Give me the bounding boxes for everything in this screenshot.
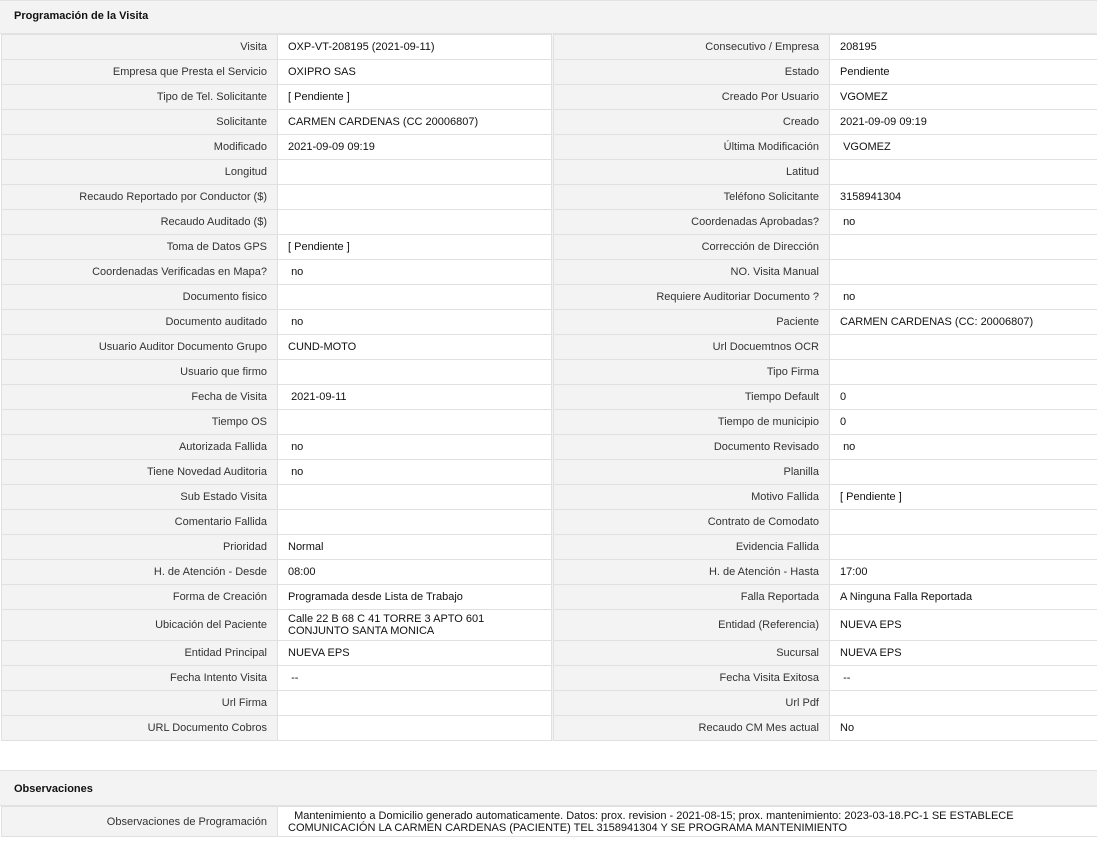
table-row (2, 410, 1097, 435)
field-label: Sub Estado Visita (2, 485, 278, 510)
field-value: NUEVA EPS (830, 641, 1097, 666)
table-row (2, 335, 1097, 360)
field-label: Documento Revisado (554, 435, 830, 460)
section-header-programacion (0, 0, 1097, 34)
field-value: NUEVA EPS (830, 610, 1097, 641)
field-label: Coordenadas Aprobadas? (554, 210, 830, 235)
field-value: -- (830, 666, 1097, 691)
field-value: [ Pendiente ] (830, 485, 1097, 510)
field-label: Tipo Firma (554, 360, 830, 385)
field-label: NO. Visita Manual (554, 260, 830, 285)
field-label: Autorizada Fallida (2, 435, 278, 460)
table-row (2, 460, 1097, 485)
field-label: Creado (554, 110, 830, 135)
field-label: Fecha de Visita (2, 385, 278, 410)
field-value (278, 716, 552, 741)
field-label: Recaudo CM Mes actual (554, 716, 830, 741)
field-value: OXP-VT-208195 (2021-09-11) (278, 35, 552, 60)
field-value: CUND-MOTO (278, 335, 552, 360)
field-label: Tipo de Tel. Solicitante (2, 85, 278, 110)
field-value (278, 510, 552, 535)
field-value: OXIPRO SAS (278, 60, 552, 85)
table-row (2, 310, 1097, 335)
field-label: Corrección de Dirección (554, 235, 830, 260)
field-label: Fecha Intento Visita (2, 666, 278, 691)
field-label: Visita (2, 35, 278, 60)
table-row (2, 160, 1097, 185)
section-title: Programación de la Visita (14, 10, 149, 22)
field-label: Forma de Creación (2, 585, 278, 610)
field-value (278, 210, 552, 235)
field-value: 2021-09-09 09:19 (830, 110, 1097, 135)
field-value: NUEVA EPS (278, 641, 552, 666)
field-label: Url Firma (2, 691, 278, 716)
field-label: Url Docuemtnos OCR (554, 335, 830, 360)
field-value: Mantenimiento a Domicilio generado automaticamente. Datos: prox. revision - 2021-08-15; prox. mantenimiento: 2023-03-18.PC-1 SE ESTABLECE COMUNICACIÓN LA CARMEN CARDENAS (PACIENTE) TEL 3158941304 Y SE PROGRAMA MANTENIMIENTO (278, 807, 1097, 837)
field-value (830, 510, 1097, 535)
section-title: Observaciones (14, 783, 93, 795)
field-value: VGOMEZ (830, 85, 1097, 110)
field-label: Motivo Fallida (554, 485, 830, 510)
field-value: Calle 22 B 68 C 41 TORRE 3 APTO 601 CONJUNTO SANTA MONICA (278, 610, 552, 641)
field-label: Recaudo Auditado ($) (2, 210, 278, 235)
field-label: Tiempo OS (2, 410, 278, 435)
field-value: Normal (278, 535, 552, 560)
field-value: no (830, 210, 1097, 235)
observations-table (1, 806, 1097, 837)
field-value: no (278, 260, 552, 285)
field-label: Contrato de Comodato (554, 510, 830, 535)
field-value: [ Pendiente ] (278, 235, 552, 260)
field-value (830, 360, 1097, 385)
field-label: Longitud (2, 160, 278, 185)
field-label: Usuario Auditor Documento Grupo (2, 335, 278, 360)
table-row (2, 807, 1097, 837)
field-label: Solicitante (2, 110, 278, 135)
table-row (2, 210, 1097, 235)
field-label: Paciente (554, 310, 830, 335)
field-value: 08:00 (278, 560, 552, 585)
section-header-observaciones (0, 770, 1097, 806)
field-value (830, 535, 1097, 560)
table-row (2, 35, 1097, 60)
field-label: Documento auditado (2, 310, 278, 335)
field-value: Programada desde Lista de Trabajo (278, 585, 552, 610)
field-value (278, 285, 552, 310)
field-value (278, 410, 552, 435)
field-label: Prioridad (2, 535, 278, 560)
field-label: Evidencia Fallida (554, 535, 830, 560)
field-label: H. de Atención - Desde (2, 560, 278, 585)
table-row (2, 510, 1097, 535)
table-row (2, 716, 1097, 741)
table-row (2, 135, 1097, 160)
field-value (830, 460, 1097, 485)
field-value: 0 (830, 385, 1097, 410)
field-label: Documento fisico (2, 285, 278, 310)
field-label: Creado Por Usuario (554, 85, 830, 110)
field-label: Observaciones de Programación (2, 807, 278, 837)
field-label: Ubicación del Paciente (2, 610, 278, 641)
field-value: 17:00 (830, 560, 1097, 585)
field-label: Usuario que firmo (2, 360, 278, 385)
table-row (2, 60, 1097, 85)
field-label: Url Pdf (554, 691, 830, 716)
field-value (830, 260, 1097, 285)
field-label: Entidad (Referencia) (554, 610, 830, 641)
table-row (2, 641, 1097, 666)
field-label: Fecha Visita Exitosa (554, 666, 830, 691)
field-label: Tiempo Default (554, 385, 830, 410)
table-row (2, 110, 1097, 135)
table-row (2, 666, 1097, 691)
table-row (2, 235, 1097, 260)
table-row (2, 285, 1097, 310)
field-value (278, 185, 552, 210)
field-value: -- (278, 666, 552, 691)
field-label: Recaudo Reportado por Conductor ($) (2, 185, 278, 210)
field-value (278, 691, 552, 716)
field-value: no (278, 460, 552, 485)
field-value: 208195 (830, 35, 1097, 60)
field-value: no (830, 435, 1097, 460)
field-value: No (830, 716, 1097, 741)
table-row (2, 260, 1097, 285)
field-label: URL Documento Cobros (2, 716, 278, 741)
field-label: Estado (554, 60, 830, 85)
field-label: Teléfono Solicitante (554, 185, 830, 210)
table-row (2, 485, 1097, 510)
field-value (830, 691, 1097, 716)
field-label: Sucursal (554, 641, 830, 666)
field-label: Tiempo de municipio (554, 410, 830, 435)
visit-details-table (1, 34, 1097, 741)
field-value (278, 485, 552, 510)
field-value: Pendiente (830, 60, 1097, 85)
field-label: Latitud (554, 160, 830, 185)
field-label: H. de Atención - Hasta (554, 560, 830, 585)
field-label: Requiere Auditoriar Documento ? (554, 285, 830, 310)
field-value: no (278, 310, 552, 335)
field-label: Modificado (2, 135, 278, 160)
field-value: 3158941304 (830, 185, 1097, 210)
field-value: no (830, 285, 1097, 310)
field-value: CARMEN CARDENAS (CC 20006807) (278, 110, 552, 135)
field-value: A Ninguna Falla Reportada (830, 585, 1097, 610)
field-label: Tiene Novedad Auditoria (2, 460, 278, 485)
table-row (2, 85, 1097, 110)
field-value: no (278, 435, 552, 460)
table-row (2, 185, 1097, 210)
field-value (830, 335, 1097, 360)
table-row (2, 360, 1097, 385)
field-value (278, 160, 552, 185)
table-row (2, 435, 1097, 460)
field-value: 2021-09-11 (278, 385, 552, 410)
table-row (2, 691, 1097, 716)
field-label: Toma de Datos GPS (2, 235, 278, 260)
table-row (2, 560, 1097, 585)
field-value: CARMEN CARDENAS (CC: 20006807) (830, 310, 1097, 335)
table-row (2, 385, 1097, 410)
table-row (2, 610, 1097, 641)
field-label: Comentario Fallida (2, 510, 278, 535)
field-value: 0 (830, 410, 1097, 435)
field-label: Consecutivo / Empresa (554, 35, 830, 60)
field-label: Coordenadas Verificadas en Mapa? (2, 260, 278, 285)
field-label: Última Modificación (554, 135, 830, 160)
field-value (830, 160, 1097, 185)
field-label: Planilla (554, 460, 830, 485)
field-value: VGOMEZ (830, 135, 1097, 160)
field-label: Falla Reportada (554, 585, 830, 610)
table-row (2, 535, 1097, 560)
field-value: [ Pendiente ] (278, 85, 552, 110)
field-label: Empresa que Presta el Servicio (2, 60, 278, 85)
table-row (2, 585, 1097, 610)
field-label: Entidad Principal (2, 641, 278, 666)
field-value: 2021-09-09 09:19 (278, 135, 552, 160)
field-value (830, 235, 1097, 260)
field-value (278, 360, 552, 385)
